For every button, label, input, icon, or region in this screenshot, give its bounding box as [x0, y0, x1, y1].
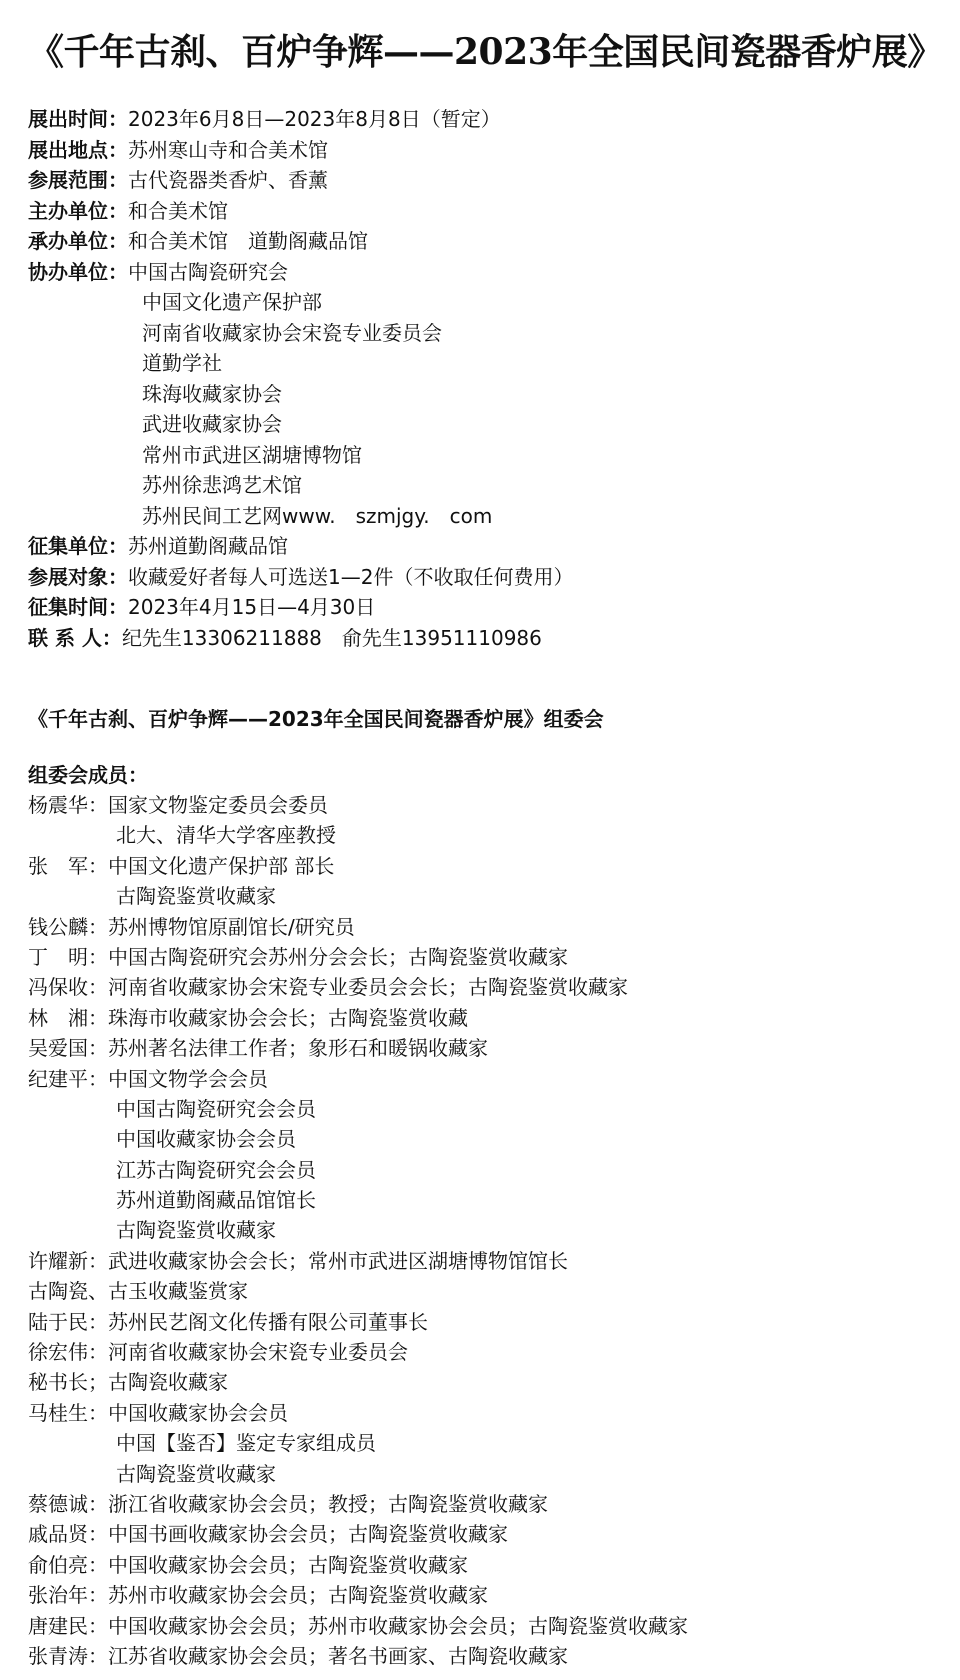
member-role: 中国收藏家协会会员；古陶瓷鉴赏收藏家: [108, 1552, 468, 1577]
info-value: 苏州徐悲鸿艺术馆: [142, 473, 302, 497]
member-role: 古陶瓷鉴赏收藏家: [116, 884, 276, 909]
info-value: 道勤学社: [142, 351, 222, 375]
info-label: 承办单位：: [28, 229, 128, 253]
member-role: 河南省收藏家协会宋瓷专业委员会会长；古陶瓷鉴赏收藏家: [108, 975, 628, 1000]
member-name: 马桂生：: [28, 1400, 108, 1425]
member-row: [28, 1215, 932, 1245]
info-label: 参展对象：: [28, 564, 128, 589]
member-row: [28, 851, 932, 881]
member-role: 浙江省收藏家协会会员；教授；古陶瓷鉴赏收藏家: [108, 1491, 548, 1516]
member-role: 武进收藏家协会会长；常州市武进区湖塘博物馆馆长: [108, 1248, 568, 1273]
info-row: [28, 226, 932, 257]
member-role: 江苏古陶瓷研究会会员: [116, 1157, 316, 1182]
member-role: 苏州民艺阁文化传播有限公司董事长: [108, 1309, 428, 1334]
info-label: 征集单位：: [28, 534, 128, 558]
info-label: 主办单位：: [28, 198, 128, 223]
member-role: 国家文物鉴定委员会委员: [108, 793, 328, 817]
info-row: [28, 470, 932, 501]
info-value: 纪先生13306211888 俞先生13951110986: [121, 625, 542, 650]
member-row: [28, 1155, 932, 1185]
member-row: [28, 1550, 932, 1580]
member-role: 中国收藏家协会会员: [108, 1400, 288, 1425]
member-row: [28, 1641, 932, 1671]
info-row: [28, 592, 932, 623]
member-role: 古陶瓷、古玉收藏鉴赏家: [28, 1279, 248, 1304]
member-role: 中国收藏家协会会员: [116, 1127, 296, 1152]
member-row: [28, 1064, 932, 1094]
member-name: 俞伯亮：: [28, 1552, 108, 1577]
member-name: 张治年：: [28, 1583, 108, 1608]
info-row: [28, 440, 932, 471]
member-name: 钱公麟：: [28, 914, 108, 939]
info-row: [28, 287, 932, 318]
info-value: 河南省收藏家协会宋瓷专业委员会: [142, 320, 442, 345]
info-value: 2023年4月15日—4月30日: [128, 595, 376, 619]
member-name: 冯保收：: [28, 975, 108, 1000]
info-value: 收藏爱好者每人可选送1—2件（不收取任何费用）: [128, 564, 574, 589]
member-row: [28, 1094, 932, 1124]
member-name: 蔡德诚：: [28, 1491, 108, 1516]
info-value: 常州市武进区湖塘博物馆: [142, 442, 362, 467]
member-row: [28, 790, 932, 820]
member-role: 古陶瓷鉴赏收藏家: [116, 1218, 276, 1243]
member-role: 古陶瓷鉴赏收藏家: [116, 1461, 276, 1486]
info-value: 中国古陶瓷研究会: [128, 259, 288, 284]
info-label: 征集时间：: [28, 595, 128, 619]
member-role: 中国文物学会会员: [108, 1066, 268, 1091]
info-value: 苏州民间工艺网www. szmjgy. com: [142, 503, 493, 528]
member-name: 丁 明：: [28, 944, 108, 969]
info-label: 联 系 人：: [28, 625, 122, 650]
page-title: 《千年古刹、百炉争辉——2023年全国民间瓷器香炉展》: [28, 31, 943, 73]
info-value: 和合美术馆 道勤阁藏品馆: [128, 229, 368, 253]
member-name: 张 军：: [28, 853, 108, 878]
info-value: 苏州寒山寺和合美术馆: [128, 137, 328, 162]
info-row: [28, 165, 932, 196]
info-value: 2023年6月8日—2023年8月8日（暂定）: [128, 107, 501, 131]
info-row: [28, 257, 932, 288]
member-role: 中国【鉴否】鉴定专家组成员: [116, 1431, 376, 1456]
member-row: [28, 1246, 932, 1276]
member-row: [28, 1428, 932, 1458]
info-label: 参展范围：: [28, 168, 128, 192]
member-role: 中国文化遗产保护部 部长: [108, 853, 335, 878]
member-role: 北大、清华大学客座教授: [116, 823, 336, 848]
member-row: [28, 1337, 932, 1367]
member-name: 唐建民：: [28, 1613, 108, 1638]
info-value: 和合美术馆: [128, 198, 228, 223]
info-row: [28, 501, 932, 532]
member-row: [28, 1276, 932, 1306]
info-value: 武进收藏家协会: [142, 412, 282, 436]
member-name: 戚品贤：: [28, 1522, 108, 1547]
member-row: [28, 1580, 932, 1610]
member-row: [28, 1611, 932, 1641]
member-row: [28, 1033, 932, 1063]
info-row: [28, 348, 932, 379]
member-role: 河南省收藏家协会宋瓷专业委员会: [108, 1340, 408, 1365]
member-row: [28, 1489, 932, 1519]
member-role: 苏州博物馆原副馆长/研究员: [108, 914, 355, 939]
member-row: [28, 1519, 932, 1549]
member-name: 张青涛：: [28, 1643, 108, 1668]
member-row: [28, 1185, 932, 1215]
member-row: [28, 1459, 932, 1489]
info-value: 古代瓷器类香炉、香薰: [128, 168, 328, 192]
member-name: 徐宏伟：: [28, 1340, 108, 1365]
member-role: 中国书画收藏家协会会员；古陶瓷鉴赏收藏家: [108, 1522, 508, 1547]
member-row: [28, 1367, 932, 1397]
member-role: 中国古陶瓷研究会苏州分会会长；古陶瓷鉴赏收藏家: [108, 944, 568, 969]
info-value: 珠海收藏家协会: [142, 381, 282, 406]
member-row: [28, 1124, 932, 1154]
member-role: 苏州著名法律工作者；象形石和暖锅收藏家: [108, 1036, 488, 1061]
member-role: 江苏省收藏家协会会员；著名书画家、古陶瓷收藏家: [108, 1643, 568, 1668]
member-name: 吴爱国：: [28, 1036, 108, 1061]
info-row: [28, 531, 932, 562]
member-role: 秘书长；古陶瓷收藏家: [28, 1370, 228, 1395]
info-row: [28, 409, 932, 440]
member-row: [28, 942, 932, 972]
member-role: 中国收藏家协会会员；苏州市收藏家协会会员；古陶瓷鉴赏收藏家: [108, 1613, 688, 1638]
info-row: [28, 135, 932, 166]
member-row: [28, 912, 932, 942]
member-role: 中国古陶瓷研究会会员: [116, 1096, 316, 1121]
info-row: [28, 623, 932, 654]
info-row: [28, 318, 932, 349]
member-name: 许耀新：: [28, 1248, 108, 1273]
info-value: 中国文化遗产保护部: [142, 290, 322, 314]
member-role: 珠海市收藏家协会会长；古陶瓷鉴赏收藏: [108, 1005, 468, 1030]
member-row: [28, 1398, 932, 1428]
member-row: [28, 1307, 932, 1337]
info-label: 协办单位：: [28, 259, 128, 284]
member-name: 纪建平：: [28, 1066, 108, 1091]
member-name: 杨震华：: [28, 793, 108, 817]
exhibition-info-list: [28, 104, 932, 653]
info-row: [28, 562, 932, 593]
member-name: 陆于民：: [28, 1309, 108, 1334]
info-value: 苏州道勤阁藏品馆: [128, 534, 288, 558]
info-label: 展出地点：: [28, 137, 128, 162]
member-row: [28, 972, 932, 1002]
members-heading: 组委会成员：: [28, 763, 148, 787]
committee-title: 《千年古刹、百炉争辉——2023年全国民间瓷器香炉展》组委会: [28, 707, 604, 731]
info-row: [28, 379, 932, 410]
member-row: [28, 881, 932, 911]
info-row: [28, 104, 932, 135]
member-role: 苏州市收藏家协会会员；古陶瓷鉴赏收藏家: [108, 1583, 488, 1608]
member-role: 苏州道勤阁藏品馆馆长: [116, 1188, 316, 1213]
committee-members-list: [28, 790, 932, 1671]
info-label: 展出时间：: [28, 107, 128, 131]
member-row: [28, 820, 932, 850]
info-row: [28, 196, 932, 227]
member-name: 林 湘：: [28, 1005, 108, 1030]
member-row: [28, 1003, 932, 1033]
